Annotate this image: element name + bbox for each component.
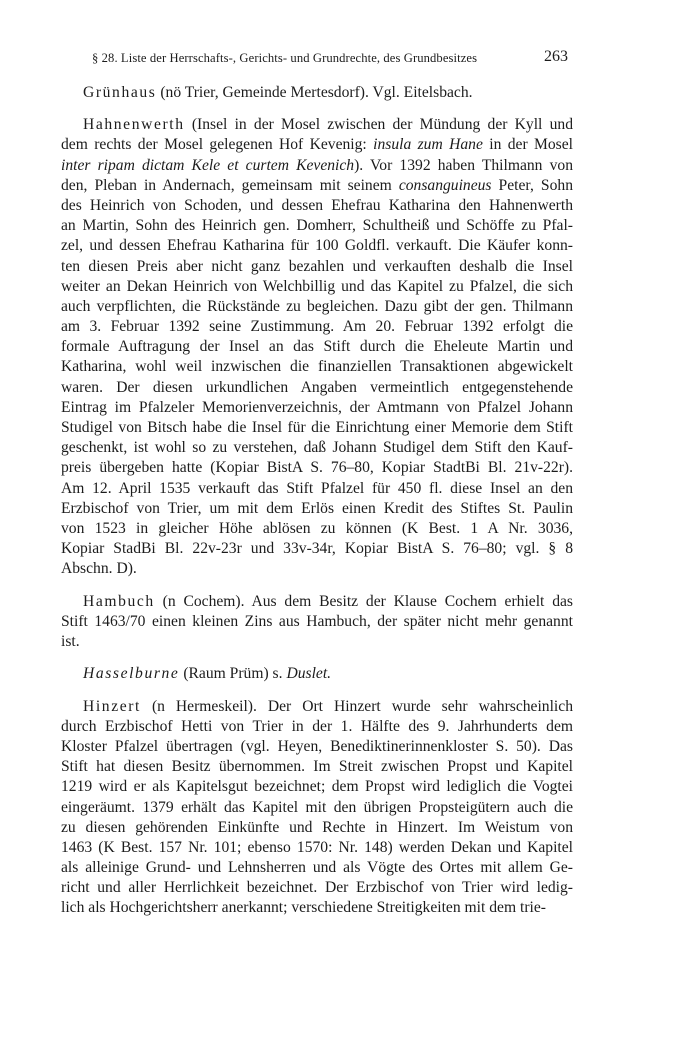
text-run: Kloster Pfalzel übertragen (vgl. Heyen, Benediktinerinnenkloster S. 50). Das: [61, 737, 573, 755]
text-line: [61, 216, 573, 236]
text-line: [61, 297, 573, 317]
text-line: [61, 757, 573, 777]
text-run: ten diesen Preis aber nicht ganz bezahlen und verkauften deshalb die Insel: [61, 257, 573, 275]
text-run: von 1523 in gleicher Höhe ablösen zu können (K Best. 1 A Nr. 3036,: [61, 519, 573, 537]
entry-heading: Grünhaus: [83, 84, 157, 101]
text-line: [61, 257, 573, 277]
text-line: [61, 898, 573, 918]
italic-text: insula zum Hane: [373, 136, 483, 154]
text-line: [61, 196, 573, 216]
text-line: [61, 858, 573, 878]
text-run: Stift 1463/70 einen kleinen Zins aus Hambuch, der später nicht mehr genannt: [61, 612, 573, 630]
running-head: § 28. Liste der Herrschafts-, Gerichts- und Grundrechte, des Grundbesitzes: [92, 51, 478, 65]
text-run: am 3. Februar 1392 seine Zustimmung. Am 20. Februar 1392 erfolgt die: [61, 318, 573, 336]
text-run: 1219 wird er als Kapitelsgut bezeichnet; dem Propst wird lediglich die Vogtei: [61, 778, 573, 796]
page-number: 263: [544, 48, 568, 65]
text-run: Eintrag im Pfalzeler Memorienverzeichnis, der Amtmann von Pfalzel Johann: [61, 398, 573, 416]
text-line: [61, 499, 573, 519]
text-run: durch Erzbischof Hetti von Trier in der 1. Hälfte des 9. Jahrhunderts dem: [61, 717, 573, 735]
text-run: (Insel in der Mosel zwischen der Mündung der Kyll und: [184, 116, 573, 134]
text-run: richt und aller Herrlichkeit bezeichnet. Der Erzbischof von Trier wird ledig-: [61, 879, 573, 897]
text-line: [61, 378, 573, 398]
text-run: Abschn. D).: [61, 560, 137, 578]
text-run: ist.: [61, 633, 80, 651]
text-line: [61, 337, 573, 357]
text-line: [61, 398, 573, 418]
text-run: an Martin, Sohn des Heinrich gen. Domherr, Schultheiß und Schöffe zu Pfal-: [61, 217, 573, 235]
text-run: dem rechts der Mosel gelegenen Hof Kevenig:: [61, 136, 374, 154]
text-line: [61, 717, 573, 737]
text-line: [61, 418, 573, 438]
italic-text: consanguineus: [398, 176, 492, 194]
text-line: [61, 737, 573, 757]
text-line: [61, 777, 573, 797]
text-run: des Heinrich von Schoden, und dessen Ehefrau Katharina den Hahnenwerth: [61, 196, 573, 214]
text-run: auch verpflichten, die Rückstände zu begleichen. Dazu gibt der gen. Thilmann: [61, 297, 573, 315]
text-run: (n Cochem). Aus dem Besitz der Klause Cochem erhielt das: [154, 592, 573, 610]
text-line: [61, 519, 573, 539]
text-line: [61, 592, 573, 612]
text-run: waren. Der diesen urkundlichen Angaben vermeintlich entgegenstehende: [61, 378, 573, 396]
text-run: Peter, Sohn: [491, 176, 573, 194]
text-line: [61, 357, 573, 377]
italic-text: Duslet.: [286, 665, 332, 683]
text-run: als alleinige Grund- und Lehnsherren und als Vögte des Ortes mit allem Ge-: [61, 859, 573, 877]
text-line: [61, 317, 573, 337]
text-line: [61, 878, 573, 898]
text-run: (n Hermeskeil). Der Ort Hinzert wurde sehr wahrscheinlich: [140, 697, 573, 715]
text-run: 1463 (K Best. 157 Nr. 101; ebenso 1570: Nr. 148) werden Dekan und Kapitel: [61, 838, 573, 856]
entry: [61, 115, 573, 579]
text-run: Katharina, wohl weil inzwischen die finanziellen Transaktionen abgewickelt: [61, 358, 573, 376]
text-run: ). Vor 1392 haben Thilmann von: [354, 156, 573, 174]
text-line: [61, 632, 573, 652]
text-line: [61, 697, 573, 717]
entry: [61, 592, 573, 653]
text-run: (Raum Prüm) s.: [179, 665, 287, 683]
text-run: in der Mosel: [482, 136, 573, 154]
entry-heading: Hambuch: [83, 592, 155, 610]
text-line: [61, 664, 573, 684]
entry: [61, 83, 573, 103]
text-run: den, Pleban in Andernach, gemeinsam mit seinem: [61, 176, 399, 194]
text-run: weiter an Dekan Heinrich von Welchbillig und das Kapitel zu Pfalzel, die sich: [61, 277, 573, 295]
entry-heading: Hinzert: [83, 697, 141, 715]
text-line: [61, 83, 573, 103]
text-line: [61, 539, 573, 559]
text-line: [61, 458, 573, 478]
text-run: preis übergeben hatte (Kopiar BistA S. 76–80, Kopiar StadtBi Bl. 21v-22r).: [61, 459, 573, 477]
italic-text: Hasselburne: [83, 665, 180, 683]
text-run: Kopiar StadBi Bl. 22v-23r und 33v-34r, Kopiar BistA S. 76–80; vgl. § 8: [61, 540, 573, 558]
text-line: [61, 479, 573, 499]
text-run: formale Auftragung der Insel an das Stift durch die Eheleute Martin und: [61, 338, 573, 356]
text-line: [61, 612, 573, 632]
text-line: [61, 559, 573, 579]
text-line: [61, 135, 573, 155]
text-line: [61, 798, 573, 818]
text-line: [61, 818, 573, 838]
text-run: Am 12. April 1535 verkauft das Stift Pfalzel für 450 fl. diese Insel an den: [61, 479, 573, 497]
text-run: Studigel von Bitsch habe die Insel für die Einrichtung einer Memorie dem Stift: [61, 419, 573, 436]
text-line: [61, 236, 573, 256]
text-run: Erzbischof von Trier, um mit dem Erlös einen Kredit des Stiftes St. Paulin: [61, 499, 573, 517]
text-run: eingeräumt. 1379 erhält das Kapitel mit den übrigen Propsteigütern auch die: [61, 798, 573, 816]
italic-text: inter ripam dictam Kele et curtem Kevenich: [61, 156, 355, 174]
entry: [61, 697, 573, 919]
text-run: Stift hat diesen Besitz übernommen. Im Streit zwischen Propst und Kapitel: [61, 758, 573, 776]
text-run: lich als Hochgerichtsherr anerkannt; verschiedene Streitigkeiten mit dem trie-: [61, 899, 546, 917]
text-line: [61, 838, 573, 858]
text-line: [61, 156, 573, 176]
entry: [61, 664, 573, 684]
text-line: [61, 277, 573, 297]
text-line: [61, 438, 573, 458]
text-run: zel, und dessen Ehefrau Katharina für 100 Goldfl. verkauft. Die Käufer konn-: [61, 237, 573, 255]
entry-heading: Hahnenwerth: [83, 116, 185, 134]
text-line: [61, 176, 573, 196]
text-line: [61, 115, 573, 135]
text-run: geschenkt, ist wohl so zu verstehen, daß Johann Studigel dem Stift den Kauf-: [61, 439, 573, 457]
text-run: zu diesen gehörenden Einkünfte und Rechte in Hinzert. Im Weistum von: [61, 818, 573, 836]
text-run: (nö Trier, Gemeinde Mertesdorf). Vgl. Eitelsbach.: [156, 84, 473, 101]
